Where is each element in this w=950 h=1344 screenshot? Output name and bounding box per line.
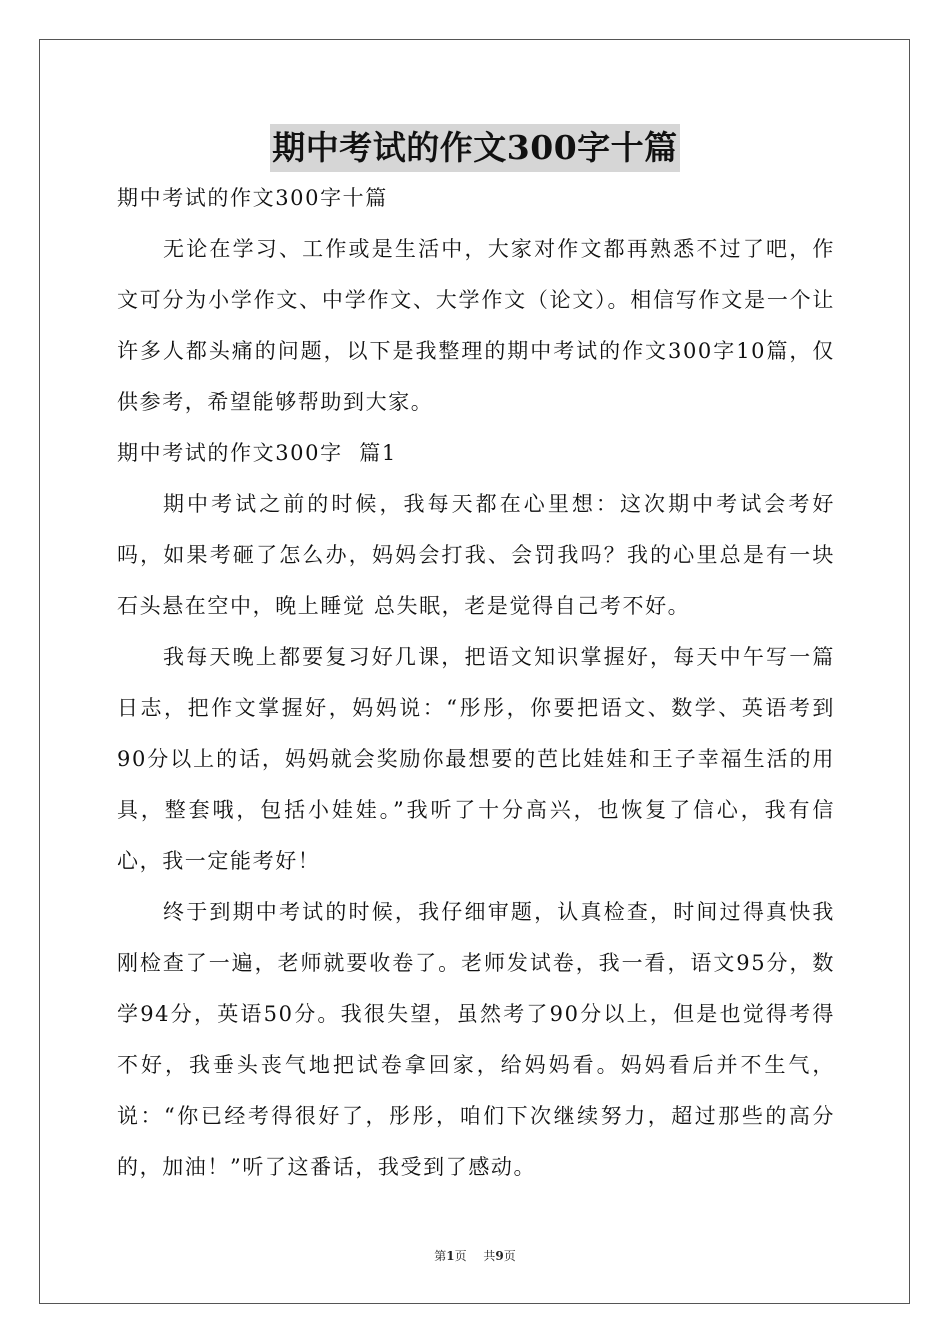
section-heading: 期中考试的作文300字 篇1	[117, 441, 397, 465]
page-indicator	[434, 1249, 466, 1263]
document-body	[117, 173, 835, 1193]
body-paragraph: 期中考试之前的时候，我每天都在心里想：这次期中考试会考好吗，如果考砸了怎么办，妈妈会打我、会罚我吗？我的心里总是有一块石头悬在空中，晚上睡觉 总失眠，老是觉得自己考不好。	[117, 492, 835, 618]
total-pages: 9	[495, 1249, 504, 1263]
page-suffix: 页	[454, 1249, 467, 1263]
document-title: 期中考试的作文300字十篇	[270, 124, 679, 172]
page-prefix: 第	[434, 1249, 447, 1263]
body-paragraph: 我每天晚上都要复习好几课，把语文知识掌握好，每天中午写一篇日志，把作文掌握好，妈妈说：“彤彤，你要把语文、数学、英语考到90分以上的话，妈妈就会奖励你最想要的芭比娃娃和王子幸福生活的用具，整套哦，包括小娃娃。”我听了十分高兴，也恢复了信心，我有信心，我一定能考好！	[117, 645, 835, 873]
title-container	[0, 124, 950, 172]
page-number: 1	[446, 1249, 455, 1263]
intro-paragraph: 无论在学习、工作或是生活中，大家对作文都再熟悉不过了吧，作文可分为小学作文、中学作文、大学作文（论文）。相信写作文是一个让许多人都头痛的问题，以下是我整理的期中考试的作文300字10篇，仅供参考，希望能够帮助到大家。	[117, 237, 835, 414]
total-prefix: 共	[483, 1249, 496, 1263]
page-footer	[0, 1247, 950, 1264]
total-indicator	[483, 1249, 515, 1263]
document-subtitle: 期中考试的作文300字十篇	[117, 186, 388, 210]
total-suffix: 页	[503, 1249, 516, 1263]
body-paragraph: 终于到期中考试的时候，我仔细审题，认真检查，时间过得真快我刚检查了一遍，老师就要收卷了。老师发试卷，我一看，语文95分，数学94分，英语50分。我很失望，虽然考了90分以上，但是也觉得考得不好，我垂头丧气地把试卷拿回家，给妈妈看。妈妈看后并不生气，说：“你已经考得很好了，彤彤，咱们下次继续努力，超过那些的高分的，加油！”听了这番话，我受到了感动。	[117, 900, 835, 1179]
